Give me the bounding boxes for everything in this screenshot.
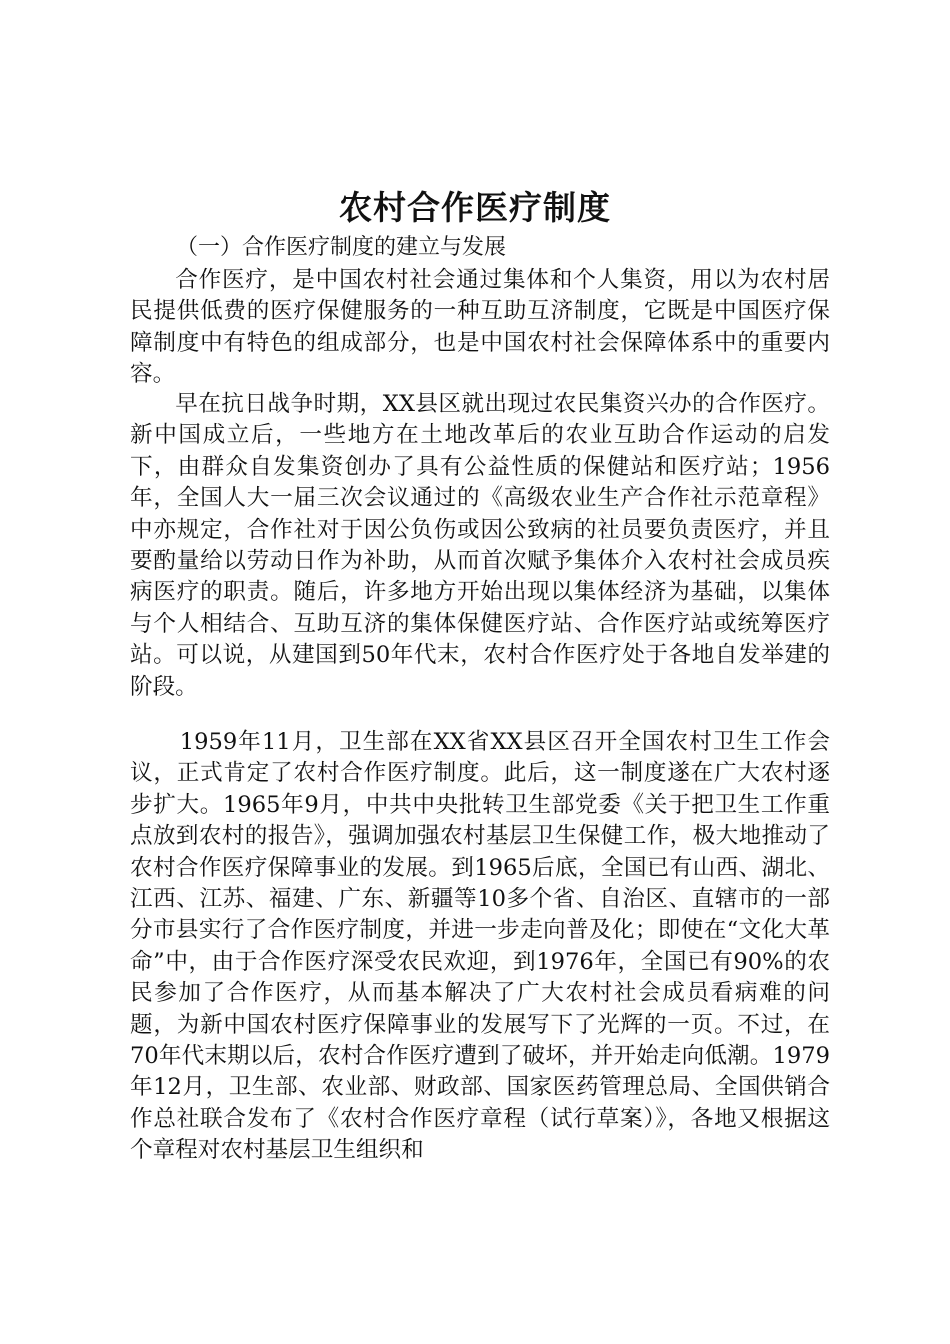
paragraph-3: 1959年11月，卫生部在XX省XX县区召开全国农村卫生工作会议，正式肯定了农村合作医疗制度。此后，这一制度遂在广大农村逐步扩大。1965年9月，中共中央批转卫生部党委《关于把卫生工作重点放到农村的报告》，强调加强农村基层卫生保健工作，极大地推动了农村合作医疗保障事业的发展。到1965后底，全国已有山西、湖北、江西、江苏、福建、广东、新疆等10多个省、自治区、直辖市的一部分市县实行了合作医疗制度，并进一步走向普及化；即使在“文化大革命”中，由于合作医疗深受农民欢迎，到1976年，全国已有90%的农民参加了合作医疗，从而基本解决了广大农村社会成员看病难的问题，为新中国农村医疗保障事业的发展写下了光辉的一页。不过，在70年代末期以后，农村合作医疗遭到了破坏，并开始走向低潮。1979年12月，卫生部、农业部、财政部、国家医药管理总局、全国供销合作总社联合发布了《农村合作医疗章程（试行草案）》，各地又根据这个章程对农村基层卫生组织和 bbox=[130, 729, 830, 1164]
paragraph-2: 早在抗日战争时期，XX县区就出现过农民集资兴办的合作医疗。新中国成立后，一些地方在土地改革后的农业互助合作运动的启发下，由群众自发集资创办了具有公益性质的保健站和医疗站；1956年，全国人大一届三次会议通过的《高级农业生产合作社示范章程》中亦规定，合作社对于因公负伤或因公致病的社员要负责医疗，并且要酌量给以劳动日作为补助，从而首次赋予集体介入农村社会成员疾病医疗的职责。随后，许多地方开始出现以集体经济为基础，以集体与个人相结合、互助互济的集体保健医疗站、合作医疗站或统筹医疗站。可以说，从建国到50年代末，农村合作医疗处于各地自发举建的阶段。 bbox=[130, 391, 830, 700]
section-heading: （一）合作医疗制度的建立与发展 bbox=[176, 235, 507, 260]
document-title: 农村合作医疗制度 bbox=[339, 188, 611, 227]
paragraph-1: 合作医疗，是中国农村社会通过集体和个人集资，用以为农村居民提供低费的医疗保健服务的一种互助互济制度，它既是中国医疗保障制度中有特色的组成部分，也是中国农村社会保障体系中的重要内容。 bbox=[130, 267, 830, 388]
